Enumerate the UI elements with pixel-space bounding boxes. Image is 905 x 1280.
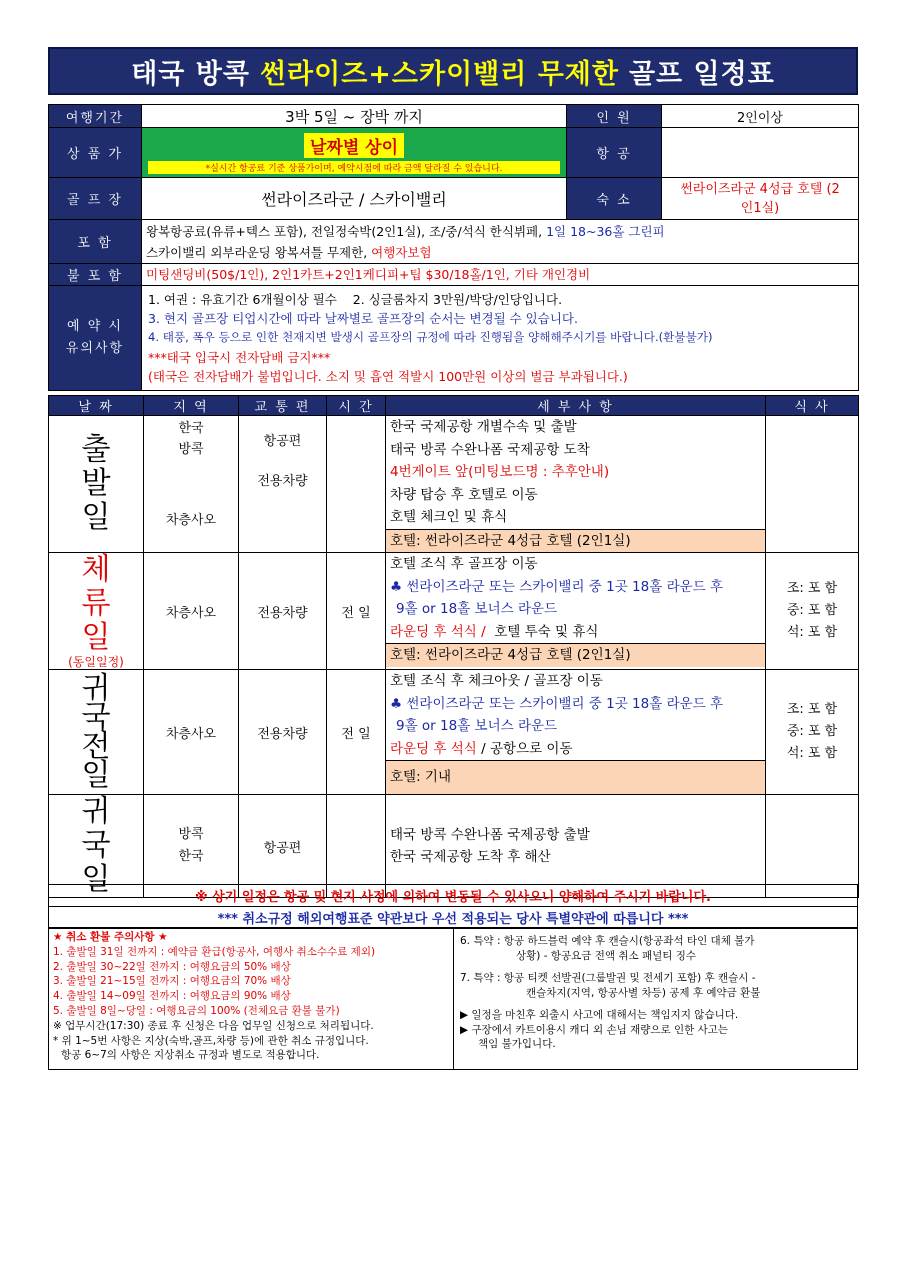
cancel-item-1: 1. 출발일 31일 전까지 : 예약금 환급(항공사, 여행사 취소수수료 제외) [53,945,376,958]
header-transport: 교 통 편 [239,396,327,416]
cancel-item-5: 5. 출발일 8일~당일 : 여행요금의 100% (전체요금 환불 불가) [53,1004,340,1017]
course-value: 썬라이즈라군 / 스카이밸리 [142,178,567,220]
day2-region: 차층사오 [144,553,239,670]
day1-hotel: 호텔: 썬라이즈라군 4성급 호텔 (2인1실) [386,529,765,553]
day4-meals [766,795,859,898]
warn-2b: 책임 불가입니다. [478,1038,556,1050]
day1-region: 한국 방콕 차층사오 [144,416,239,553]
notice-1: ※ 상기 일정은 항공 및 현지 사정에 의하여 변동될 수 있사오니 양해하여 주시기 바랍니다. [49,885,858,907]
title-part2: 썬라이즈+스카이밸리 무제한 [259,58,619,90]
day4-label: 귀국일 [49,795,144,898]
exclude-label: 불 포 함 [49,264,142,286]
cancel-local-1: * 위 1~5번 사항은 지상(숙박,골프,차량 등)에 관한 취소 규정입니다. [53,1034,369,1047]
day2-details: 호텔 조식 후 골프장 이동 ♣ 썬라이즈라군 또는 스카이밸리 중 1곳 18홀 라운드 후 9홀 or 18홀 보너스 라운드 라운딩 후 석식 / 호텔 투숙 및 휴식 호텔: 썬라이즈라군 4성급 호텔 (2인1실) [386,553,766,670]
header-details: 세 부 사 항 [386,396,766,416]
special-7a: 7. 특약 : 항공 티켓 선발권(그룹발권 및 전세기 포함) 후 캔슬시 - [460,972,756,984]
notes-6: (태국은 전자담배가 불법입니다. 소지 및 흡연 적발시 100만원 이상의 벌금 부과됩니다.) [148,368,628,384]
day4-region: 방콕 한국 [144,795,239,898]
cancel-right [454,928,857,1069]
cancel-local-2: 항공 6~7의 사항은 지상취소 규정과 별도로 적용합니다. [61,1049,320,1062]
day3-time: 전 일 [327,670,386,795]
course-label: 골 프 장 [49,178,142,220]
warn-2a: ▶ 구장에서 카트이용시 캐디 외 손님 재량으로 인한 사고는 [460,1023,729,1036]
exclude-value: 미팅샌딩비(50$/1인), 2인1카트+2인1케디피+팁 $30/18홀/1인, 기타 개인경비 [142,264,859,286]
notice-2: *** 취소규정 해외여행표준 약관보다 우선 적용되는 당사 특별약관에 따릅니다 *** [49,907,858,929]
schedule-table [48,395,859,898]
airline-value [662,128,859,178]
price-note: *실시간 항공료 기준 상품가이며, 예약시점에 따라 금액 달라질 수 있습니다. [148,161,560,174]
airline-label: 항 공 [567,128,662,178]
include-line1-a: 왕복항공료(유류+텍스 포함), 전일정숙박(2인1실), 조/중/석식 한식뷔페, [146,223,543,239]
period-label: 여행기간 [49,105,142,128]
include-line1-b: 1일 18~36홀 그린피 [546,223,665,239]
header-region: 지 역 [144,396,239,416]
header-date: 날 짜 [49,396,144,416]
day3-row [49,670,859,795]
day3-meals: 조: 포 함 중: 포 함 석: 포 함 [766,670,859,795]
notes-2: 2. 싱글룸차지 3만원/박당/인당입니다. [352,291,563,307]
day3-label: 귀국전일 [49,670,144,795]
include-line2-b: 여행자보험 [371,244,432,260]
day2-transport: 전용차량 [239,553,327,670]
cancel-heading: ★ 취소 환불 주의사항 ★ [53,931,168,943]
info-table [48,104,859,391]
day4-row [49,795,859,898]
day1-time [327,416,386,553]
day1-transport: 항공편 전용차량 [239,416,327,553]
period-value: 3박 5일 ~ 장박 까지 [142,105,567,128]
header-meals: 식 사 [766,396,859,416]
cancel-policy [48,927,858,1070]
day2-hotel: 호텔: 썬라이즈라군 4성급 호텔 (2인1실) [386,643,765,667]
day1-row [49,416,859,553]
day2-label: 체류일 (동일일정) [49,553,144,670]
notes-cell [142,286,859,391]
notes-label-1: 예 약 시 [67,319,123,334]
include-label: 포 함 [49,220,142,264]
cancel-item-4: 4. 출발일 14~09일 전까지 : 여행요금의 90% 배상 [53,990,291,1003]
notes-1: 1. 여권 : 유효기간 6개월이상 필수 [148,291,337,307]
day2-row [49,553,859,670]
include-line2-a: 스카이밸리 외부라운딩 왕복셔틀 무제한, [146,244,368,260]
page-title [48,47,858,95]
day1-meals [766,416,859,553]
special-6a: 6. 특약 : 항공 하드블럭 예약 후 캔슬시(항공좌석 타인 대체 불가 [460,935,755,947]
day3-region: 차층사오 [144,670,239,795]
title-part1: 태국 방콕 [131,58,250,90]
day4-details: 태국 방콕 수완나폼 국제공항 출발 한국 국제공항 도착 후 해산 [386,795,766,898]
day2-time: 전 일 [327,553,386,670]
header-time: 시 간 [327,396,386,416]
day3-transport: 전용차량 [239,670,327,795]
title-part3: 골프 일정표 [628,58,775,90]
include-cell [142,220,859,264]
day4-transport: 항공편 [239,795,327,898]
notice-table [48,884,858,929]
special-6b: 상황) - 항공요금 전액 취소 패널티 징수 [516,949,697,962]
special-7b: 캔슬차지(지역, 항공사별 차등) 공제 후 예약금 환불 [526,986,761,999]
hotel-label: 숙 소 [567,178,662,220]
cancel-item-3: 3. 출발일 21~15일 전까지 : 여행요금의 70% 배상 [53,975,291,988]
notes-label-2: 유의사항 [65,341,125,356]
price-cell [142,128,567,178]
price-label: 상 품 가 [49,128,142,178]
cancel-item-2: 2. 출발일 30~22일 전까지 : 여행요금의 50% 배상 [53,960,291,973]
cancel-office: ※ 업무시간(17:30) 종료 후 신청은 다음 업무일 신청으로 처리됩니다. [53,1019,374,1032]
price-main: 날짜별 상이 [304,133,404,158]
people-label: 인 원 [567,105,662,128]
notes-3: 3. 현지 골프장 티업시간에 따라 날짜별로 골프장의 순서는 변경될 수 있습니다. [148,311,578,327]
cancel-left [49,928,454,1069]
day1-details: 한국 국제공항 개별수속 및 출발 태국 방콕 수완나폼 국제공항 도착 4번게이트 앞(미팅보드명 : 추후안내) 차량 탑승 후 호텔로 이동 호텔 체크인 및 휴식 호텔: 썬라이즈라군 4성급 호텔 (2인1실) [386,416,766,553]
notes-label [49,286,142,391]
warn-1: ▶ 일정을 마친후 외출시 사고에 대해서는 책임지지 않습니다. [460,1009,739,1021]
day3-hotel: 호텔: 기내 [386,760,765,794]
hotel-value: 썬라이즈라군 4성급 호텔 (2인1실) [662,178,859,220]
day4-time [327,795,386,898]
notes-4: 4. 태풍, 폭우 등으로 인한 천재지변 발생시 골프장의 규정에 따라 진행됨을 양해해주시기를 바랍니다.(환불불가) [148,330,713,345]
day3-details: 호텔 조식 후 체크아웃 / 골프장 이동 ♣ 썬라이즈라군 또는 스카이밸리 중 1곳 18홀 라운드 후 9홀 or 18홀 보너스 라운드 라운딩 후 석식 / 공항으로 이동 호텔: 기내 [386,670,766,795]
people-value: 2인이상 [662,105,859,128]
notes-5: ***태국 입국시 전자담배 금지*** [148,349,331,365]
day1-label: 출발일 [49,416,144,553]
day2-meals: 조: 포 함 중: 포 함 석: 포 함 [766,553,859,670]
